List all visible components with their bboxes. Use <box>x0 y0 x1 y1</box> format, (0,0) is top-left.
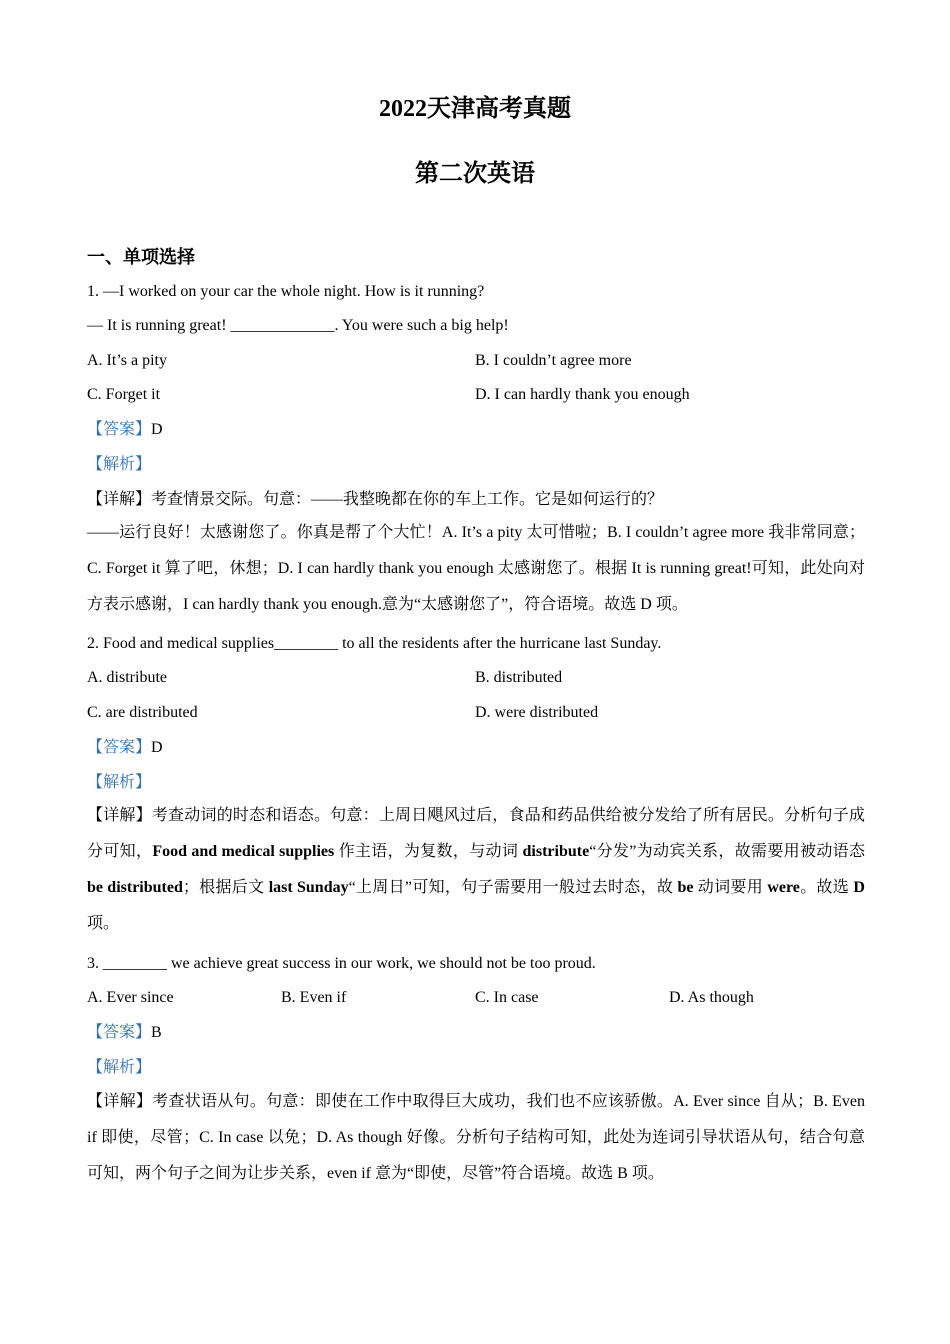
q2-detail-text: 。故选 <box>799 879 854 896</box>
q1-option-d: D. I can hardly thank you enough <box>475 386 690 403</box>
q2-stem: 2. Food and medical supplies________ to all the residents after the hurricane last Sunday. <box>87 635 662 652</box>
q2-detail-text: 作主语，为复数，与动词 <box>334 843 523 860</box>
q2-detail-bold: distribute <box>522 843 590 860</box>
answer-label: 【答案】 <box>87 739 152 756</box>
q2-detail-text: 项。 <box>87 915 120 932</box>
document-title: 2022天津高考真题 <box>379 96 571 122</box>
q3-answer <box>87 1021 867 1045</box>
q2-answer <box>87 736 867 760</box>
q2-analysis-label: 【解析】 <box>87 774 152 791</box>
q2-option-c: C. are distributed <box>87 704 198 721</box>
q2-answer-value: D <box>151 739 163 756</box>
q2-detail-text: “上周日”可知，句子需要用一般过去时态，故 <box>348 879 678 896</box>
q2-detail-text: ；根据后文 <box>182 879 269 896</box>
answer-label: 【答案】 <box>87 421 152 438</box>
q2-detail-text: 【详解】考查动词的时态和语态。句意：上周日飓风过后，食品和药品供给被分发给了所有居民。分析句子成分可知， <box>87 807 865 860</box>
document-subtitle: 第二次英语 <box>415 161 535 187</box>
q2-detail-bold: be <box>677 879 694 896</box>
answer-label: 【答案】 <box>87 1024 152 1041</box>
q1-option-c: C. Forget it <box>87 386 161 403</box>
q2-detail-bold: Food and medical supplies <box>152 843 335 860</box>
q2-detail <box>87 798 865 942</box>
q1-detail-first: 【详解】考查情景交际。句意：——我整晚都在你的车上工作。它是如何运行的？ <box>87 491 664 508</box>
q3-option-a: A. Ever since <box>87 989 174 1006</box>
q2-option-d: D. were distributed <box>475 704 599 721</box>
q2-detail-text: 动词要用 <box>693 879 768 896</box>
q2-option-b: B. distributed <box>475 669 563 686</box>
q3-detail: 【详解】考查状语从句。句意：即使在工作中取得巨大成功，我们也不应该骄傲。A. Ever since 自从；B. Even if 即使，尽管；C. In case 以免；D. As though 好像。分析句子结构可知，此处为连词引导状语从句，结合句意可知，两个句子之间为让步关系，even if 意为“即使，尽管”符合语境。故选 B 项。 <box>87 1093 865 1182</box>
q2-detail-bold: be distributed <box>87 879 183 896</box>
q3-answer-value: B <box>151 1024 162 1041</box>
q2-detail-bold: were <box>767 879 800 896</box>
q1-option-b: B. I couldn’t agree more <box>475 352 632 369</box>
q1-stem-line2: — It is running great! _____________. You were such a big help! <box>87 317 509 334</box>
q3-option-d: D. As though <box>669 989 754 1006</box>
q1-analysis-label: 【解析】 <box>87 456 152 473</box>
q1-option-a: A. It’s a pity <box>87 352 167 369</box>
q3-analysis-label: 【解析】 <box>87 1059 152 1076</box>
section-heading: 一、单项选择 <box>87 247 195 267</box>
q1-answer <box>87 418 867 442</box>
q2-option-a: A. distribute <box>87 669 167 686</box>
q2-detail-bold: last Sunday <box>268 879 349 896</box>
q1-answer-value: D <box>151 421 163 438</box>
q3-option-b: B. Even if <box>281 989 347 1006</box>
q3-stem: 3. ________ we achieve great success in our work, we should not be too proud. <box>87 955 596 972</box>
q3-option-c: C. In case <box>475 989 539 1006</box>
q2-detail-bold: D <box>853 879 865 896</box>
q2-detail-text: “分发”为动宾关系，故需要用被动语态 <box>589 843 865 860</box>
q1-stem-line1: 1. —I worked on your car the whole night. How is it running? <box>87 283 485 300</box>
q1-detail-rest: ——运行良好！太感谢您了。你真是帮了个大忙！A. It’s a pity 太可惜啦；B. I couldn’t agree more 我非常同意；C. Forget it 算了吧，休想；D. I can hardly thank you enough 太感谢您了。根据 It is running great!可知，此处向对方表示感谢，I can hardly thank you enough.意为“太感谢您了”，符合语境。故选 D 项。 <box>87 524 865 613</box>
